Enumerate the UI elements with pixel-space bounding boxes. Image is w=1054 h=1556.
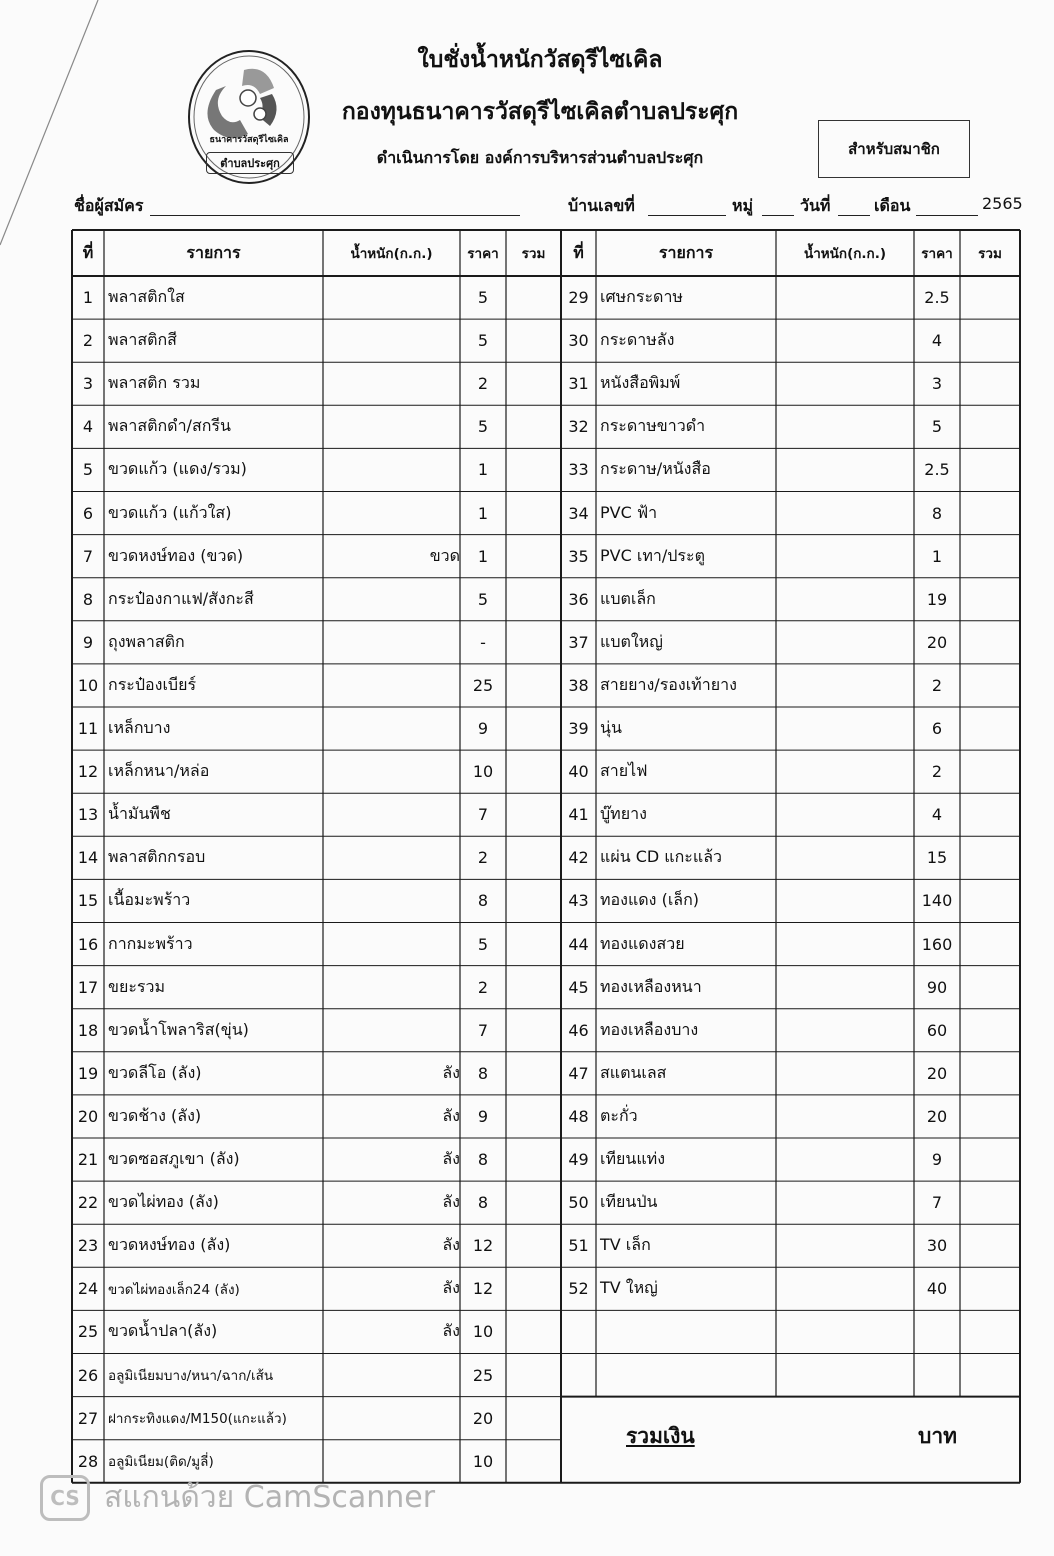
baht-label: บาท xyxy=(918,1424,957,1448)
form-subtitle: กองทุนธนาคารวัสดุรีไซเคิลตำบลประศุก xyxy=(341,99,739,125)
table-row-weight-input[interactable] xyxy=(323,362,466,405)
table-row-total-input[interactable] xyxy=(506,1267,561,1310)
table-row-no: 31 xyxy=(568,374,589,394)
table-row-total-input[interactable] xyxy=(506,1138,561,1181)
table-row-total-input[interactable] xyxy=(506,1310,561,1353)
table-row-item: ขวดหงษ์ทอง (ลัง) xyxy=(108,1235,231,1255)
table-row-no: 19 xyxy=(77,1063,99,1083)
table-row-price: 4 xyxy=(931,331,943,351)
table-row-price: 5 xyxy=(477,417,489,437)
table-row-price: 40 xyxy=(926,1279,948,1299)
table-row-no: 24 xyxy=(77,1279,99,1299)
table-row-no: 17 xyxy=(77,977,99,997)
table-row-total-input[interactable] xyxy=(960,1009,1020,1052)
table-row-total-input[interactable] xyxy=(506,319,561,362)
table-row-no: 21 xyxy=(77,1150,99,1170)
table-row-no: 40 xyxy=(568,762,589,782)
table-row-price: 20 xyxy=(926,632,948,652)
table-row-item: เหล็กหนา/หล่อ xyxy=(108,761,210,781)
table-row-total-input[interactable] xyxy=(506,923,561,966)
table-row-item: TV เล็ก xyxy=(600,1235,651,1255)
table-row-total-input[interactable] xyxy=(506,276,561,319)
table-row-price: 2 xyxy=(931,762,943,782)
table-row-total-input[interactable] xyxy=(960,1267,1020,1310)
table-row-price: 20 xyxy=(926,1106,948,1126)
table-row-price: 160 xyxy=(921,934,953,954)
table-row-no: 23 xyxy=(77,1236,99,1256)
table-row-price: 10 xyxy=(472,762,494,782)
table-row-total-input[interactable] xyxy=(960,1224,1020,1267)
table-row-total-input[interactable] xyxy=(960,535,1020,578)
table-row-no: 38 xyxy=(568,675,589,695)
table-row-total-input[interactable] xyxy=(960,750,1020,793)
table-row-total-input[interactable] xyxy=(506,664,561,707)
table-row-item: สายไฟ xyxy=(600,761,648,781)
table-row-no: 52 xyxy=(568,1279,589,1299)
table-row-item: ขวดน้ำโพลาริส(ขุ่น) xyxy=(108,1019,249,1039)
table-row-no: 44 xyxy=(568,934,589,954)
table-row-total-input[interactable] xyxy=(960,966,1020,1009)
table-row-no: 34 xyxy=(568,503,589,523)
table-row-weight-input[interactable] xyxy=(323,707,466,750)
header-item-left: รายการ xyxy=(186,242,241,262)
table-row-price: 4 xyxy=(931,805,943,825)
table-row-total-input[interactable] xyxy=(506,405,561,448)
table-row-weight-input[interactable] xyxy=(323,578,466,621)
table-row-item: น้ำมันพืช xyxy=(108,804,171,824)
table-row-price: 2 xyxy=(477,977,489,997)
table-row-item: ตะกั่ว xyxy=(600,1105,638,1125)
table-row-item: TV ใหญ่ xyxy=(600,1278,658,1298)
table-row-total-input[interactable] xyxy=(960,1052,1020,1095)
table-row-price: 20 xyxy=(472,1408,494,1428)
table-row-item: ขวดซอสภูเขา (ลัง) xyxy=(108,1149,240,1169)
table-row-item: พลาสติกดำ/สกรีน xyxy=(108,416,231,436)
form-title: ใบชั่งน้ำหนักวัสดุรีไซเคิล xyxy=(417,47,663,73)
table-row-total-input[interactable] xyxy=(506,966,561,1009)
table-row-weight-input[interactable] xyxy=(323,405,466,448)
table-row-weight-input[interactable] xyxy=(323,966,466,1009)
table-row-weight-input[interactable] xyxy=(323,1009,466,1052)
table-row-price: 2.5 xyxy=(924,460,950,480)
table-row-weight-input[interactable]: ลัง xyxy=(442,1192,460,1212)
table-row-item: สายยาง/รองเท้ายาง xyxy=(600,674,737,694)
table-row-total-input[interactable] xyxy=(960,492,1020,535)
table-row-item: พลาสติก รวม xyxy=(108,373,201,393)
table-row-item: ฝากระทิงแดง/M150(แกะแล้ว) xyxy=(108,1411,287,1428)
table-row-price: 1 xyxy=(477,460,489,480)
table-row-weight-input[interactable] xyxy=(776,836,920,879)
table-row-no: 16 xyxy=(77,934,99,954)
table-row-weight-input[interactable] xyxy=(323,836,466,879)
table-row-weight-input[interactable]: ลัง xyxy=(442,1278,460,1298)
table-row-weight-input[interactable] xyxy=(776,1052,920,1095)
table-row-weight-input[interactable] xyxy=(776,1095,920,1138)
table-row-no: 29 xyxy=(568,288,589,308)
table-row-no: 45 xyxy=(568,977,589,997)
table-row-item: ขวดหงษ์ทอง (ขวด) xyxy=(108,545,244,565)
table-row-item: บู๊ทยาง xyxy=(600,804,647,824)
table-row-weight-input[interactable] xyxy=(776,1224,920,1267)
table-row-weight-input[interactable] xyxy=(323,448,466,491)
table-row-no: 13 xyxy=(77,805,99,825)
table-row-price: 9 xyxy=(931,1150,943,1170)
table-row-price: 3 xyxy=(931,374,943,394)
total-label: รวมเงิน xyxy=(626,1424,695,1448)
table-row-total-input[interactable] xyxy=(960,707,1020,750)
table-row-item: เทียนป่น xyxy=(600,1192,658,1212)
table-row-no: 5 xyxy=(82,460,94,480)
member-box: สำหรับสมาชิก xyxy=(818,120,970,178)
table-row-no: 39 xyxy=(568,719,589,739)
table-row-total-input[interactable] xyxy=(506,578,561,621)
table-row-item: ขวดไผ่ทองเล็ก24 (ลัง) xyxy=(108,1281,240,1298)
table-row-item: อลูมิเนียมบาง/หนา/ฉาก/เส้น xyxy=(108,1368,274,1385)
table-row-weight-input[interactable] xyxy=(776,923,920,966)
table-row-weight-input[interactable]: ลัง xyxy=(442,1062,460,1082)
table-row-weight-input[interactable] xyxy=(776,319,920,362)
table-row-weight-input[interactable] xyxy=(323,750,466,793)
table-row-item: พลาสติกกรอบ xyxy=(108,847,206,867)
table-row-weight-input[interactable] xyxy=(776,966,920,1009)
table-row-weight-input[interactable] xyxy=(323,664,466,707)
header-no-right: ที่ xyxy=(573,242,584,262)
table-row-item: กากมะพร้าว xyxy=(108,933,193,953)
table-row-weight-input[interactable]: ลัง xyxy=(442,1235,460,1255)
table-row-weight-input[interactable] xyxy=(776,879,920,922)
table-row-total-input[interactable] xyxy=(960,621,1020,664)
table-row-item: กระดาษขาวดำ xyxy=(600,416,706,436)
table-row-no: 37 xyxy=(568,632,589,652)
table-row-weight-input[interactable] xyxy=(776,1009,920,1052)
table-row-price: 10 xyxy=(472,1322,494,1342)
table-row-no: 12 xyxy=(77,762,99,782)
table-row-price: 2.5 xyxy=(924,288,950,308)
table-row-total-input[interactable] xyxy=(506,879,561,922)
house-no-label: บ้านเลขที่ xyxy=(568,196,635,215)
logo-text-top: ธนาคารวัสดุรีไซเคิล xyxy=(209,135,289,145)
table-row-price: 12 xyxy=(472,1236,494,1256)
table-row-item: ขวดแก้ว (แดง/รวม) xyxy=(108,459,247,479)
table-row-price: 8 xyxy=(477,891,489,911)
table-row-item: กระดาษลัง xyxy=(600,330,675,350)
table-row-price: 30 xyxy=(926,1236,948,1256)
table-row-item: ทองเหลืองบาง xyxy=(600,1019,699,1039)
table-row-weight-input[interactable] xyxy=(776,621,920,664)
table-row-total-input[interactable] xyxy=(506,1440,561,1483)
table-row-item: ขยะรวม xyxy=(108,976,166,996)
table-row-weight-input[interactable] xyxy=(776,1181,920,1224)
table-row-price: 8 xyxy=(477,1193,489,1213)
table-row-total-input[interactable] xyxy=(960,1138,1020,1181)
month-label: เดือน xyxy=(874,196,911,215)
table-row-weight-input[interactable]: ลัง xyxy=(442,1321,460,1341)
table-row-price: 1 xyxy=(931,546,943,566)
table-row-no: 4 xyxy=(82,417,94,437)
table-row-price: 90 xyxy=(926,977,948,997)
table-row-no: 51 xyxy=(568,1236,589,1256)
scanner-watermark xyxy=(40,1474,435,1521)
table-row-total-input[interactable] xyxy=(960,578,1020,621)
table-row-total-input[interactable] xyxy=(506,621,561,664)
table-row-no: 46 xyxy=(568,1020,589,1040)
table-row-price: 5 xyxy=(477,934,489,954)
table-row-total-input[interactable] xyxy=(506,793,561,836)
table-row-item: เนื้อมะพร้าว xyxy=(108,890,191,910)
table-row-no: 15 xyxy=(77,891,99,911)
table-row-price: 25 xyxy=(472,675,494,695)
table-row-price: 7 xyxy=(931,1193,943,1213)
table-row-total-input[interactable] xyxy=(506,448,561,491)
table-row-item: หนังสือพิมพ์ xyxy=(600,373,681,393)
table-row-weight-input[interactable] xyxy=(776,362,920,405)
table-row-no: 32 xyxy=(568,417,589,437)
table-row-item: แบตใหญ่ xyxy=(600,631,663,651)
table-row-no: 30 xyxy=(568,331,589,351)
table-row-no: 36 xyxy=(568,589,589,609)
table-row-total-input[interactable] xyxy=(506,1354,561,1397)
table-row-no: 26 xyxy=(77,1365,99,1385)
table-row-total-input[interactable] xyxy=(506,1009,561,1052)
table-row-total-input[interactable] xyxy=(960,448,1020,491)
header-item-right: รายการ xyxy=(658,242,714,262)
table-row-weight-input[interactable] xyxy=(776,448,920,491)
table-row-weight-input[interactable] xyxy=(776,405,920,448)
table-row-weight-input[interactable] xyxy=(776,707,920,750)
form-operator: ดำเนินการโดย องค์การบริหารส่วนตำบลประศุก xyxy=(376,148,704,167)
table-row-price: 8 xyxy=(931,503,943,523)
table-row-item: พลาสติกสี xyxy=(108,330,177,350)
table-row-price: 12 xyxy=(472,1279,494,1299)
table-row-total-input[interactable] xyxy=(506,492,561,535)
table-row-no: 6 xyxy=(82,503,94,523)
header-total-right: รวม xyxy=(978,246,1002,262)
table-row-price: 5 xyxy=(477,589,489,609)
table-row-no: 27 xyxy=(77,1408,99,1428)
header-weight-left: น้ำหนัก(ก.ก.) xyxy=(350,246,433,262)
table-row-no: 49 xyxy=(568,1150,589,1170)
watermark-text: สแกนด้วย CamScanner xyxy=(104,1480,436,1515)
header-no-left: ที่ xyxy=(82,242,94,262)
table-row-price: 9 xyxy=(477,1106,489,1126)
table-row-price: 7 xyxy=(477,1020,489,1040)
table-row-price: 8 xyxy=(477,1150,489,1170)
table-row-total-input[interactable] xyxy=(506,836,561,879)
table-row-price: 2 xyxy=(931,675,943,695)
table-row-item: ทองแดงสวย xyxy=(600,933,685,953)
camscanner-icon: CS xyxy=(40,1475,90,1521)
table-row-price: 5 xyxy=(477,288,489,308)
table-row-price: 8 xyxy=(477,1063,489,1083)
table-row-total-input[interactable] xyxy=(506,1095,561,1138)
table-row-item: กระป๋องเบียร์ xyxy=(108,674,197,694)
table-row-no: 10 xyxy=(77,675,99,695)
table-row-item: PVC เทา/ประตู xyxy=(600,545,705,565)
table-row-total-input[interactable] xyxy=(506,750,561,793)
table-row-item: เหล็กบาง xyxy=(108,718,171,738)
table-row-total-input[interactable] xyxy=(960,405,1020,448)
table-row-item: กระดาษ/หนังสือ xyxy=(600,459,711,479)
table-row-item: ทองแดง (เล็ก) xyxy=(600,890,700,910)
table-row-weight-input[interactable] xyxy=(323,276,466,319)
table-row-weight-input[interactable] xyxy=(776,578,920,621)
table-row-weight-input[interactable] xyxy=(323,879,466,922)
header-total-left: รวม xyxy=(521,246,546,262)
table-row-item: ขวดไผ่ทอง (ลัง) xyxy=(108,1192,219,1212)
table-row-item: ทองเหลืองหนา xyxy=(600,976,702,996)
table-row-item: แผ่น CD แกะแล้ว xyxy=(600,847,722,867)
table-row-weight-input[interactable] xyxy=(776,664,920,707)
table-row-total-input[interactable] xyxy=(506,1224,561,1267)
table-row-no: 7 xyxy=(82,546,94,566)
table-row-no: 35 xyxy=(568,546,589,566)
table-row-weight-input[interactable] xyxy=(323,923,466,966)
logo-text-bottom: ตำบลประศุก xyxy=(206,152,294,174)
table-row-item: ขวดลีโอ (ลัง) xyxy=(108,1062,202,1082)
table-row-item: เศษกระดาษ xyxy=(600,287,683,307)
table-row-price: 10 xyxy=(472,1451,494,1471)
table-row-no: 43 xyxy=(568,891,589,911)
table-row-price: 19 xyxy=(926,589,948,609)
table-row-weight-input[interactable] xyxy=(323,1354,466,1397)
header-weight-right: น้ำหนัก(ก.ก.) xyxy=(803,246,887,262)
table-row-no: 28 xyxy=(77,1451,99,1471)
table-row-item: นุ่น xyxy=(600,718,622,738)
table-row-price: 140 xyxy=(921,891,953,911)
table-row-price: 20 xyxy=(926,1063,948,1083)
moo-label: หมู่ xyxy=(732,196,754,215)
table-row-total-input[interactable] xyxy=(960,836,1020,879)
table-row-no: 48 xyxy=(568,1106,589,1126)
table-row-no: 22 xyxy=(77,1193,99,1213)
table-row-no: 9 xyxy=(82,632,94,652)
table-row-weight-input[interactable]: ขวด xyxy=(429,545,460,565)
table-row-no: 2 xyxy=(82,331,94,351)
table-row-no: 11 xyxy=(77,719,99,739)
table-row-price: 5 xyxy=(931,417,943,437)
table-row-weight-input[interactable] xyxy=(776,535,920,578)
table-row-total-input[interactable] xyxy=(960,276,1020,319)
table-row-weight-input[interactable] xyxy=(776,276,920,319)
table-row-no: 8 xyxy=(82,589,94,609)
table-row-item: ขวดช้าง (ลัง) xyxy=(108,1105,202,1125)
table-row-total-input[interactable] xyxy=(960,793,1020,836)
year-value: 2565 xyxy=(982,194,1023,213)
table-row-total-input[interactable] xyxy=(960,1181,1020,1224)
table-row-weight-input[interactable] xyxy=(776,492,920,535)
table-row-weight-input[interactable]: ลัง xyxy=(442,1105,460,1125)
table-row-weight-input[interactable] xyxy=(323,1397,466,1440)
table-row-total-input[interactable] xyxy=(960,879,1020,922)
table-row-price: 7 xyxy=(477,805,489,825)
table-row-weight-input[interactable] xyxy=(776,1138,920,1181)
table-row-price: 6 xyxy=(931,719,943,739)
table-row-item: ขวดแก้ว (แก้วใส) xyxy=(108,502,232,522)
table-row-no: 20 xyxy=(77,1106,99,1126)
header-price-right: ราคา xyxy=(921,246,953,262)
table-row-item: ถุงพลาสติก xyxy=(108,631,185,651)
table-row-no: 18 xyxy=(77,1020,99,1040)
table-row-item: กระป๋องกาแฟ/สังกะสี xyxy=(108,588,254,608)
table-row-total-input[interactable] xyxy=(506,1181,561,1224)
header-price-left: ราคา xyxy=(467,246,499,262)
table-row-no: 47 xyxy=(568,1063,589,1083)
table-row-weight-input[interactable]: ลัง xyxy=(442,1149,460,1169)
table-row-price: 60 xyxy=(926,1020,948,1040)
table-row-price: 2 xyxy=(477,374,489,394)
table-row-price: 1 xyxy=(477,546,489,566)
table-row-price: 1 xyxy=(477,503,489,523)
table-row-weight-input[interactable] xyxy=(323,621,466,664)
table-row-price: 15 xyxy=(926,848,948,868)
table-row-total-input[interactable] xyxy=(506,707,561,750)
table-row-price: 5 xyxy=(477,331,489,351)
table-row-no: 50 xyxy=(568,1193,589,1213)
table-row-no: 42 xyxy=(568,848,589,868)
table-row-item: อลูมิเนียม(ติด/มูลี่) xyxy=(108,1454,214,1471)
table-row-weight-input[interactable] xyxy=(323,492,466,535)
date-label: วันที่ xyxy=(800,196,831,215)
table-row-no: 3 xyxy=(82,374,94,394)
table-row-no: 1 xyxy=(82,288,94,308)
table-row-no: 41 xyxy=(568,805,589,825)
table-row-no: 25 xyxy=(77,1322,99,1342)
table-row-item: เทียนแท่ง xyxy=(600,1149,665,1169)
table-row-total-input[interactable] xyxy=(506,535,561,578)
table-row-weight-input[interactable] xyxy=(323,319,466,362)
table-row-weight-input[interactable] xyxy=(776,750,920,793)
table-row-no: 33 xyxy=(568,460,589,480)
table-row-item: ขวดน้ำปลา(ลัง) xyxy=(108,1321,218,1341)
table-row-no: 14 xyxy=(77,848,99,868)
table-row-weight-input[interactable] xyxy=(776,1267,920,1310)
table-row-price: 25 xyxy=(472,1365,494,1385)
table-row-item: แบตเล็ก xyxy=(600,588,656,608)
table-row-total-input[interactable] xyxy=(960,362,1020,405)
table-row-weight-input[interactable] xyxy=(776,793,920,836)
table-row-total-input[interactable] xyxy=(960,664,1020,707)
table-row-total-input[interactable] xyxy=(960,319,1020,362)
applicant-label: ชื่อผู้สมัคร xyxy=(74,196,144,215)
table-row-total-input[interactable] xyxy=(506,1397,561,1440)
table-row-weight-input[interactable] xyxy=(323,793,466,836)
table-row-total-input[interactable] xyxy=(960,923,1020,966)
table-row-item: พลาสติกใส xyxy=(108,287,185,307)
table-row-total-input[interactable] xyxy=(506,362,561,405)
table-row-price: - xyxy=(480,632,486,652)
table-row-item: สแตนเลส xyxy=(600,1062,667,1082)
table-row-total-input[interactable] xyxy=(506,1052,561,1095)
table-row-price: 2 xyxy=(477,848,489,868)
table-row-price: 9 xyxy=(477,719,489,739)
table-row-item: PVC ฟ้า xyxy=(600,502,658,522)
table-row-total-input[interactable] xyxy=(960,1095,1020,1138)
